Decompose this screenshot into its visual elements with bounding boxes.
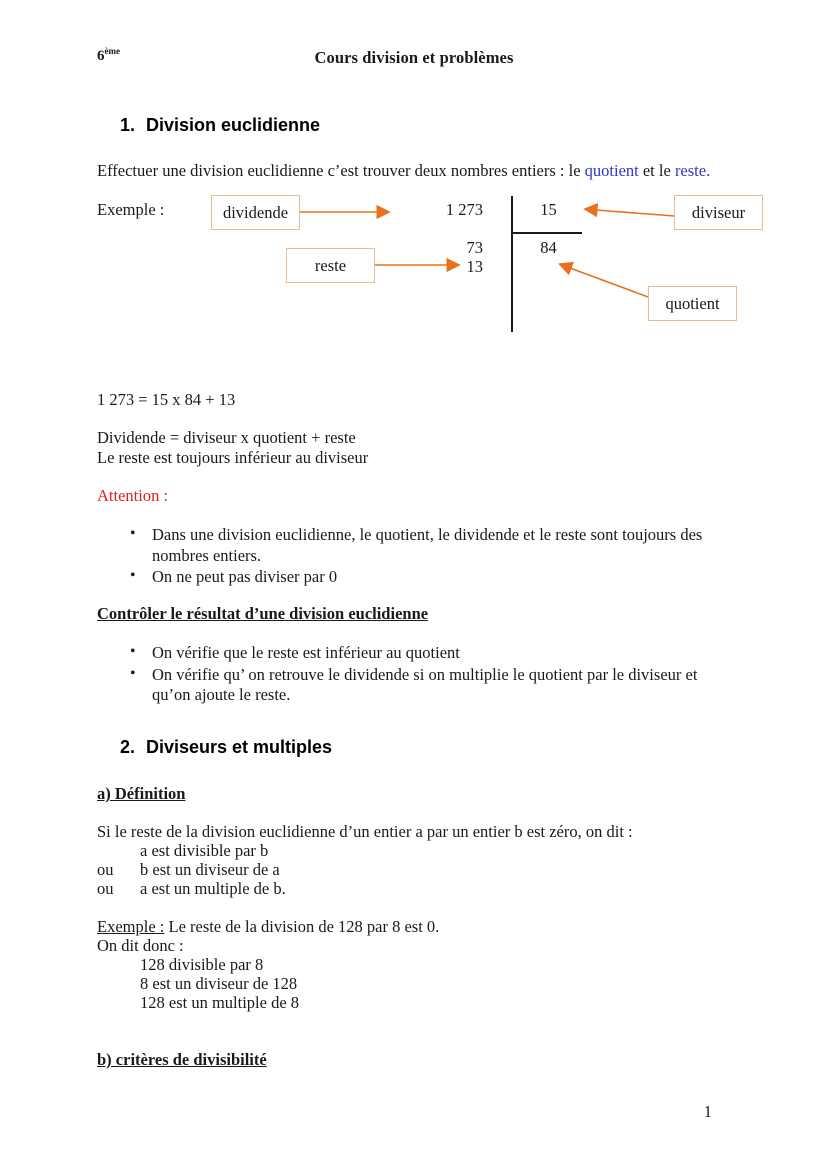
definition-line-3 bbox=[97, 879, 286, 899]
intro-text-part2: et le bbox=[638, 161, 675, 180]
section-1-title: Division euclidienne bbox=[146, 115, 321, 135]
division-remainder: 13 bbox=[466, 257, 483, 276]
control-bullet-list bbox=[130, 643, 708, 706]
section-heading-2 bbox=[120, 737, 332, 758]
section-2-number: 2. bbox=[120, 737, 136, 757]
attention-bullet-list bbox=[130, 525, 710, 588]
example-line-1: 128 divisible par 8 bbox=[140, 955, 264, 974]
arrow-quotient bbox=[570, 268, 648, 297]
intro-keyword-quotient: quotient bbox=[584, 161, 639, 180]
division-subtraction-step: 73 bbox=[466, 238, 483, 257]
label-diviseur: diviseur bbox=[691, 202, 746, 222]
label-quotient: quotient bbox=[665, 293, 720, 313]
control-heading: Contrôler le résultat d’une division euclidienne bbox=[97, 604, 429, 623]
subheading-b-criteres: b) critères de divisibilité bbox=[97, 1050, 267, 1069]
label-box-reste bbox=[286, 248, 375, 283]
example-text-section-2: Le reste de la division de 128 par 8 est 0. bbox=[164, 917, 440, 936]
division-equation: 1 273 = 15 x 84 + 13 bbox=[97, 390, 236, 409]
section-1-number: 1. bbox=[120, 115, 136, 135]
division-quotient: 84 bbox=[540, 238, 557, 257]
definition-text-1: a est divisible par b bbox=[140, 841, 269, 860]
class-level-suffix: ème bbox=[104, 46, 120, 56]
definition-text-2: b est un diviseur de a bbox=[140, 860, 280, 879]
list-item: • On ne peut pas diviser par 0 bbox=[130, 567, 710, 588]
example-label-section-1: Exemple : bbox=[97, 200, 165, 219]
label-reste: reste bbox=[314, 255, 347, 275]
section-heading-1 bbox=[120, 115, 320, 136]
division-horizontal-rule bbox=[511, 232, 582, 234]
attention-label: Attention : bbox=[97, 486, 169, 505]
definition-lead-2: ou bbox=[97, 860, 114, 879]
subheading-a-definition: a) Définition bbox=[97, 784, 186, 803]
definition-line-2 bbox=[97, 860, 280, 880]
label-box-quotient bbox=[648, 286, 737, 321]
list-item: • Dans une division euclidienne, le quotient, le dividende et le reste sont toujours des nombres entiers. bbox=[130, 525, 710, 566]
division-divisor: 15 bbox=[540, 200, 557, 219]
rule-reste-inferieur: Le reste est toujours inférieur au diviseur bbox=[97, 448, 369, 467]
example-label-section-2: Exemple : bbox=[97, 917, 165, 936]
page-number: 1 bbox=[703, 1102, 712, 1121]
label-box-diviseur bbox=[674, 195, 763, 230]
division-vertical-rule bbox=[511, 196, 513, 332]
definition-line-1 bbox=[97, 841, 268, 861]
definition-lead-3: ou bbox=[97, 879, 114, 898]
intro-text-part1: Effectuer une division euclidienne c’est trouver deux nombres entiers : le bbox=[97, 161, 585, 180]
division-dividend: 1 273 bbox=[445, 200, 483, 219]
example-section-2 bbox=[97, 917, 439, 937]
class-level-number: 6 bbox=[97, 48, 105, 64]
arrow-diviseur bbox=[596, 210, 674, 216]
intro-keyword-reste: reste. bbox=[674, 161, 711, 180]
section-1-intro bbox=[97, 161, 710, 181]
section-2-title: Diviseurs et multiples bbox=[146, 737, 333, 757]
label-box-dividende bbox=[211, 195, 300, 230]
definition-text-3: a est un multiple de b. bbox=[140, 879, 286, 898]
list-item: • On vérifie que le reste est inférieur au quotient bbox=[130, 643, 708, 664]
definition-intro: Si le reste de la division euclidienne d’un entier a par un entier b est zéro, on dit : bbox=[97, 822, 633, 841]
rule-dividende-formula: Dividende = diviseur x quotient + reste bbox=[97, 428, 356, 447]
example-line-2: 8 est un diviseur de 128 bbox=[140, 974, 298, 993]
label-dividende: dividende bbox=[222, 202, 289, 222]
document-title: Cours division et problèmes bbox=[314, 48, 514, 67]
example-intro-2: On dit donc : bbox=[97, 936, 184, 955]
example-line-3: 128 est un multiple de 8 bbox=[140, 993, 300, 1012]
list-item: • On vérifie qu’ on retrouve le dividende si on multiplie le quotient par le diviseur et qu’on ajoute le reste. bbox=[130, 665, 708, 706]
